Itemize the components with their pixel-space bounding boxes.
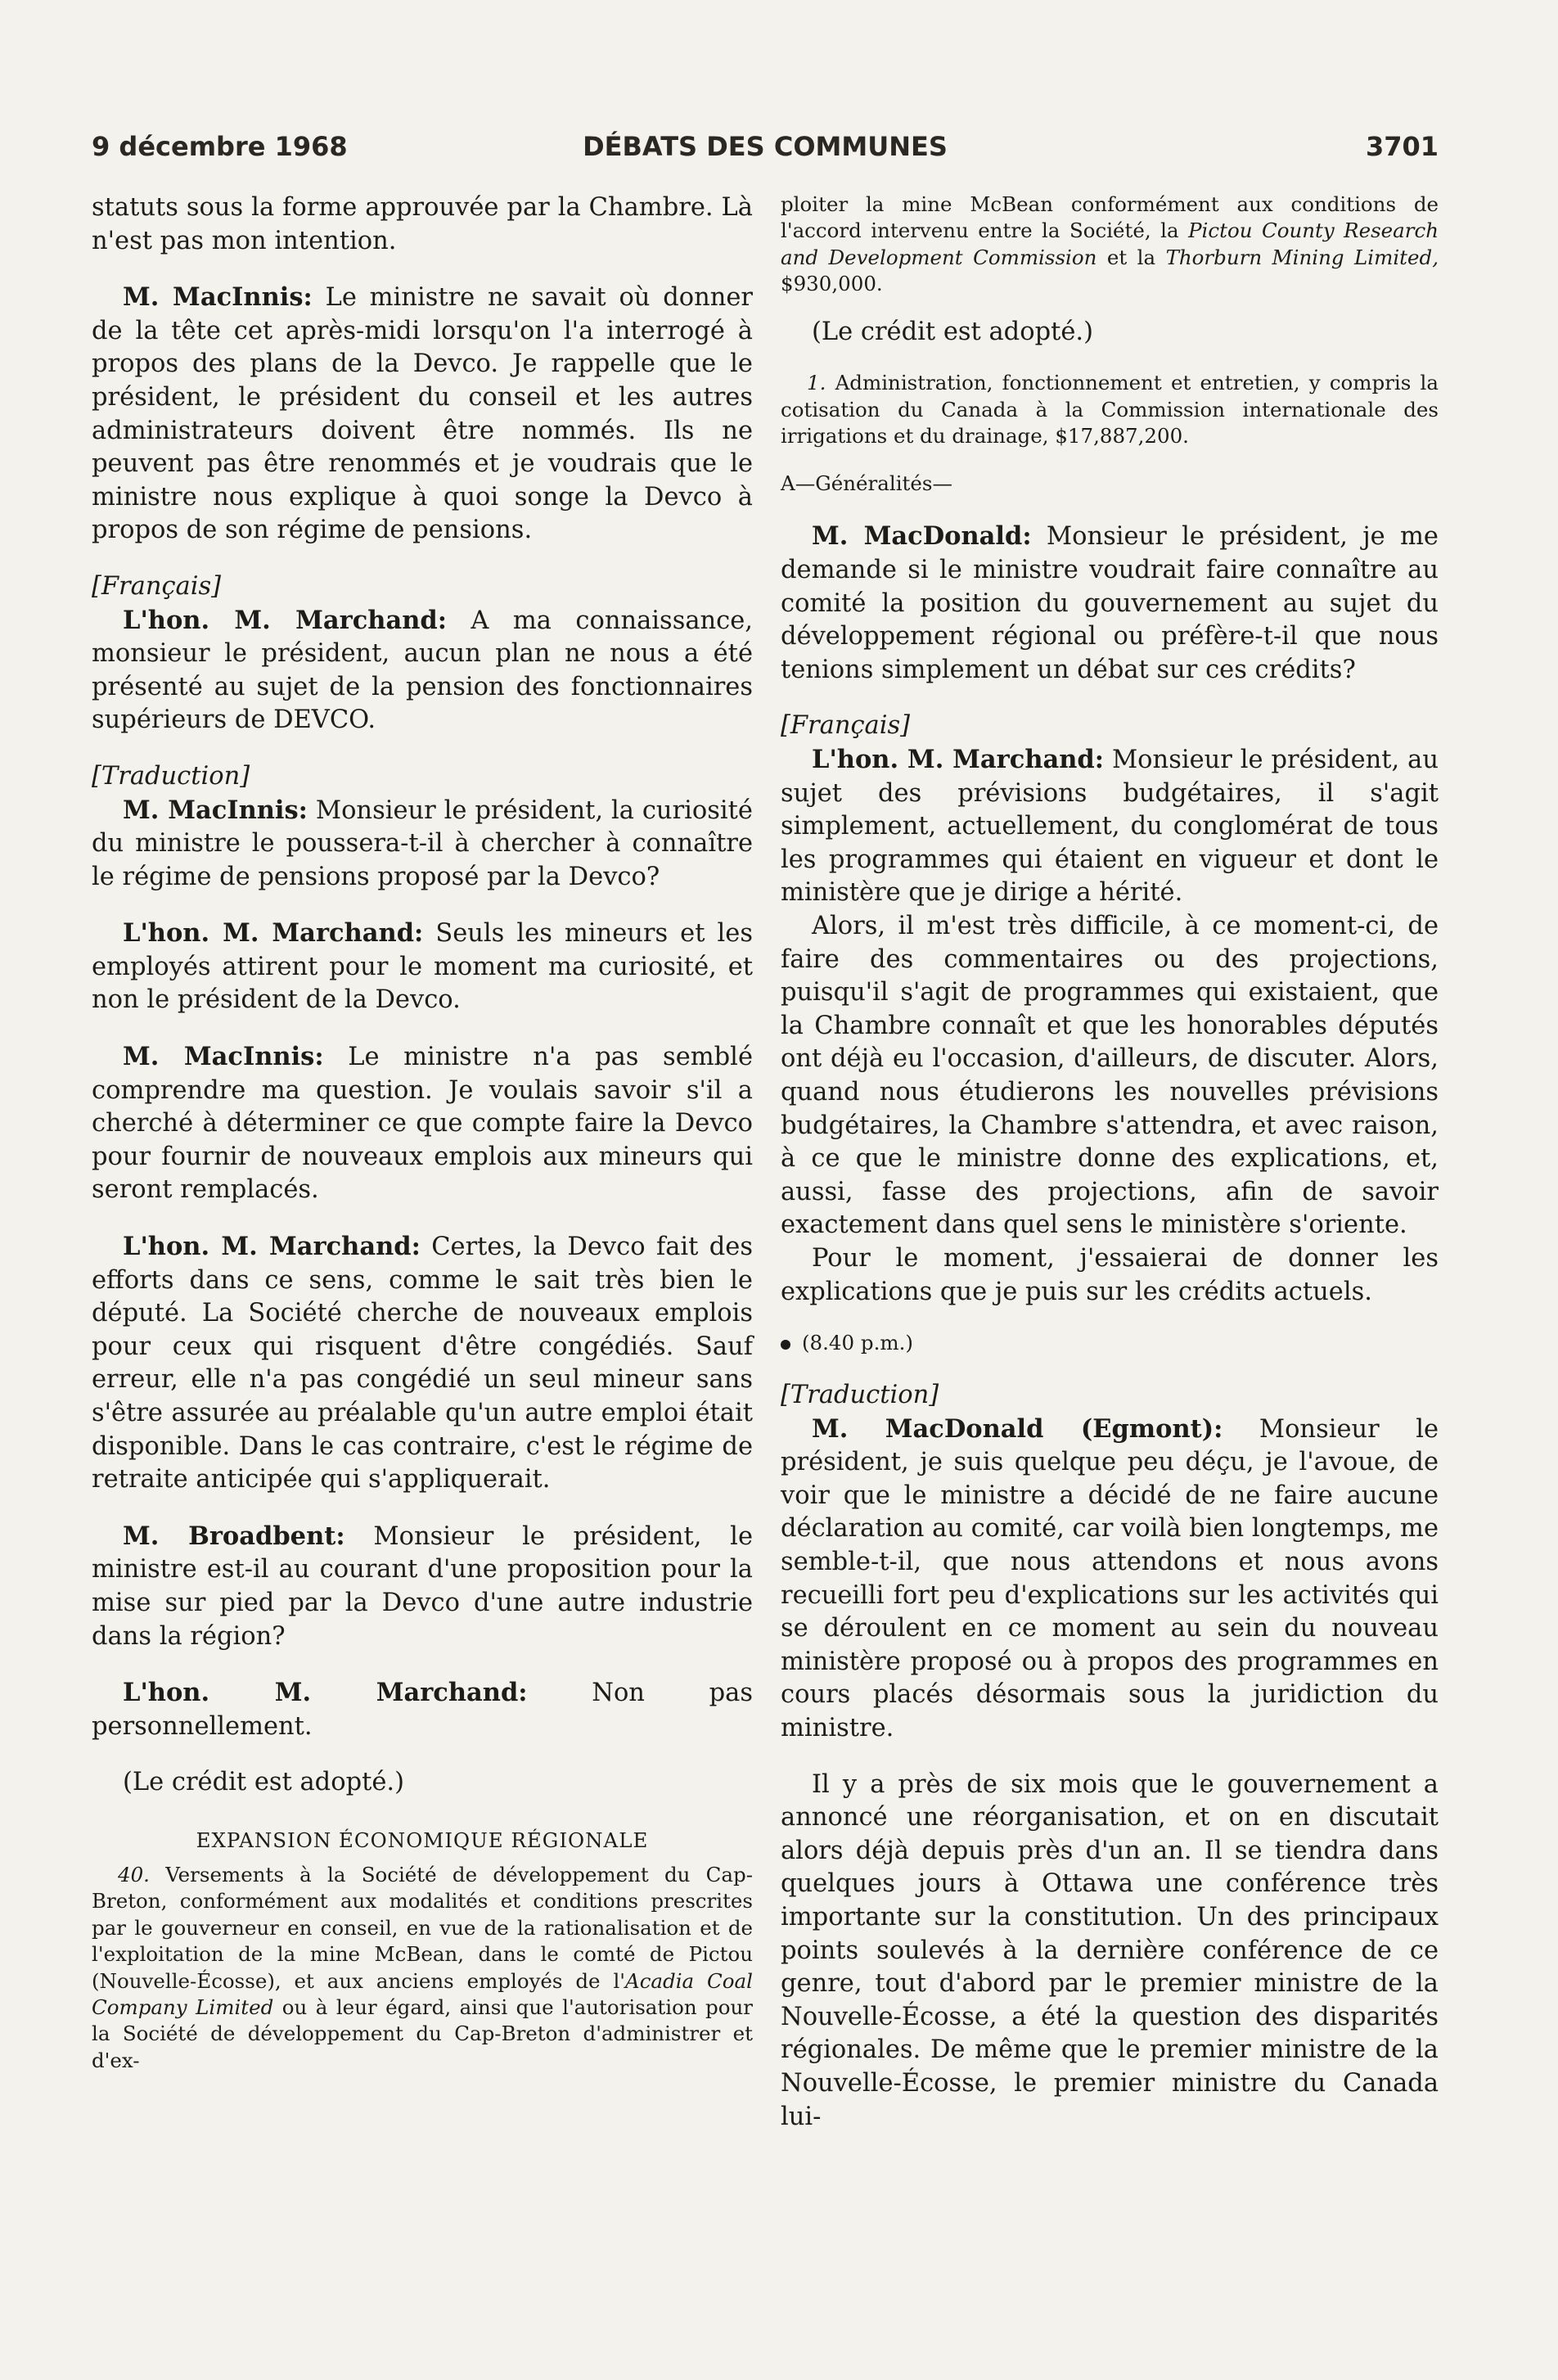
language-tag: [Français] — [781, 711, 911, 741]
speaker-name: M. MacDonald: — [812, 521, 1032, 552]
speech-text: Seuls les mineurs et les employés attirent pour le moment ma curiosité, et non le président de la Devco. — [92, 919, 753, 1015]
language-tag: [Traduction] — [781, 1381, 939, 1410]
vote-number: 1. — [807, 371, 826, 395]
vote-text: ploiter la mine McBean conformément aux conditions de l'accord intervenu entre la Société, la — [781, 192, 1439, 243]
speaker-name: M. MacInnis: — [123, 795, 308, 825]
header-title: DÉBATS DES COMMUNES — [583, 131, 948, 162]
vote-text: $930,000. — [781, 272, 883, 296]
speech-paragraph — [92, 1676, 753, 1743]
speaker-name: M. MacInnis: — [123, 282, 313, 313]
vote-item-continued — [781, 192, 1439, 298]
vote-item — [92, 1862, 753, 2074]
speaker-name: M. Broadbent: — [123, 1521, 345, 1551]
speech-paragraph — [781, 520, 1439, 687]
speech-paragraph — [92, 1230, 753, 1497]
speaker-name: L'hon. M. Marchand: — [123, 1232, 421, 1262]
speech-paragraph — [92, 794, 753, 895]
bullet-icon — [781, 1340, 790, 1350]
paragraph: Pour le moment, j'essaierai de donner les explications que je puis sur les crédits actuels. — [781, 1243, 1439, 1306]
paragraph: Alors, il m'est très difficile, à ce moment-ci, de faire des commentaires ou des projections, puisqu'il s'agit de programmes qui existaient, que la Chambre connaît et que les honorables députés ont déjà eu l'occasion, d'ailleurs, de discuter. Alors, quand nous étudierons les nouvelles prévisions budgétaires, la Chambre s'attendra, et avec raison, à ce que le ministre donne des explications, et, aussi, fasse des projections, afin de savoir exactement dans quel sens le ministère s'oriente. — [781, 911, 1439, 1240]
speech-paragraph — [92, 917, 753, 1017]
speech-text: Certes, la Devco fait des efforts dans ce sens, comme le sait très bien le député. La Société cherche de nouveaux emplois pour ceux qui risquent d'être congédiés. Sauf erreur, elle n'a pas congédié un seul mineur sans s'être assurée au préalable qu'un autre emploi était disponible. Dans le cas contraire, c'est le régime de retraite anticipée qui s'appliquerait. — [92, 1233, 753, 1494]
vote-text-italic: Thorburn Mining Limited, — [1165, 245, 1439, 269]
header-date: 9 décembre 1968 — [92, 131, 348, 162]
vote-text-italic: Pictou County Research and Development Commission — [781, 219, 1439, 269]
speaker-name: L'hon. M. Marchand: — [812, 745, 1105, 774]
speech-text: Non pas personnellement. — [92, 1679, 753, 1741]
left-column — [92, 192, 753, 2074]
vote-text-italic: Acadia Coal Company Limited — [92, 1968, 753, 2019]
vote-text: ou à leur égard, ainsi que l'autorisation pour la Société de développement du Cap-Breton d'administrer et d'ex- — [92, 1995, 753, 2072]
paragraph: Il y a près de six mois que le gouvernement a annoncé une réorganisation, et on en discutait alors déjà depuis près d'un an. Il se tiendra dans quelques jours à Ottawa une conférence très importante sur la constitution. Un des principaux points soulevés à la dernière conférence de ce genre, tout d'abord par le premier ministre de la Nouvelle-Écosse, a été la question des disparités régionales. De même que le premier ministre de la Nouvelle-Écosse, le premier ministre du Canada lui- — [781, 1769, 1439, 2131]
speech-text: Le ministre n'a pas semblé comprendre ma question. Je voulais savoir s'il a cherché à déterminer ce que compte faire la Devco pour fournir de nouveaux emplois aux mineurs qui seront remplacés. — [92, 1043, 753, 1205]
vote-text: et la — [1096, 245, 1166, 269]
speech-paragraph — [781, 743, 1439, 910]
language-tag: [Traduction] — [92, 761, 250, 791]
speech-text: Monsieur le président, le ministre est-il au courant d'une proposition pour la mise sur pied par la Devco d'une autre industrie dans la région? — [92, 1521, 753, 1651]
vote-number: 40. — [118, 1862, 150, 1886]
speech-text: Monsieur le président, au sujet des prévisions budgétaires, il s'agit simplement, actuellement, du conglomérat de tous les programmes qui étaient en vigueur et dont le ministère que je dirige a hérité. — [781, 746, 1439, 908]
speech-paragraph — [781, 1413, 1439, 1746]
subsection-label: A—Généralités— — [781, 471, 952, 496]
timestamp — [781, 1330, 1439, 1356]
speech-text: A ma connaissance, monsieur le président, aucun plan ne nous a été présenté au sujet de la pension des fonctionnaires supérieurs de DEVCO. — [92, 606, 753, 735]
section-heading: EXPANSION ÉCONOMIQUE RÉGIONALE — [196, 1828, 649, 1852]
timestamp-text: (8.40 p.m.) — [802, 1331, 913, 1355]
speech-text: Le ministre ne savait où donner de la tête cet après-midi lorsqu'on l'a interrogé à propos des plans de la Devco. Je rappelle que le président, le président du conseil et les autres administrateurs doivent être nommés. Ils ne peuvent pas être renommés et je voudrais que le ministre nous explique à quoi songe la Devco à propos de son régime de pensions. — [92, 283, 754, 545]
adopted-note: (Le crédit est adopté.) — [812, 317, 1093, 346]
header-page-number: 3701 — [1365, 131, 1439, 162]
speech-paragraph — [92, 281, 753, 548]
speech-text: Monsieur le président, la curiosité du ministre le poussera-t-il à chercher à connaître le régime de pensions proposé par la Devco? — [92, 796, 753, 891]
speech-paragraph — [92, 1520, 753, 1653]
vote-text: Versements à la Société de développement du Cap-Breton, conformément aux modalités et conditions prescrites par le gouverneur en conseil, en vue de la rationalisation et de l'exploitation de la mine McBean, dans le comté de Pictou (Nouvelle-Écosse), et aux anciens employés de l' — [92, 1862, 753, 1993]
running-header — [92, 131, 1439, 167]
speech-paragraph — [92, 1040, 753, 1207]
speech-text: Monsieur le président, je me demande si le ministre voudrait faire connaître au comité la position du gouvernement au sujet du développement régional ou préfère-t-il que nous tenions simplement un débat sur ces crédits? — [781, 522, 1439, 684]
speaker-name: M. MacInnis: — [123, 1042, 324, 1072]
vote-item — [781, 370, 1439, 449]
speech-paragraph — [92, 604, 753, 737]
language-tag: [Français] — [92, 571, 222, 601]
speaker-name: L'hon. M. Marchand: — [123, 918, 424, 949]
right-column — [781, 192, 1439, 2134]
adopted-note: (Le crédit est adopté.) — [123, 1768, 404, 1797]
speaker-name: M. MacDonald (Egmont): — [812, 1413, 1223, 1444]
paragraph: statuts sous la forme approuvée par la Chambre. Là n'est pas mon intention. — [92, 193, 753, 255]
speech-text: Monsieur le président, je suis quelque peu déçu, je l'avoue, de voir que le ministre a décidé de ne faire aucune déclaration au comité, car voilà bien longtemps, me semble-t-il, que nous attendons et nous avons recueilli fort peu d'explications sur les activités qui se déroulent en ce moment au sein du nouveau ministère proposé ou à propos des programmes en cours placés désormais sous la juridiction du ministre. — [781, 1414, 1439, 1743]
vote-text: Administration, fonctionnement et entretien, y compris la cotisation du Canada à la Commission internationale des irrigations et du drainage, $17,887,200. — [781, 371, 1439, 449]
speaker-name: L'hon. M. Marchand: — [123, 1678, 528, 1708]
speaker-name: L'hon. M. Marchand: — [123, 605, 447, 635]
